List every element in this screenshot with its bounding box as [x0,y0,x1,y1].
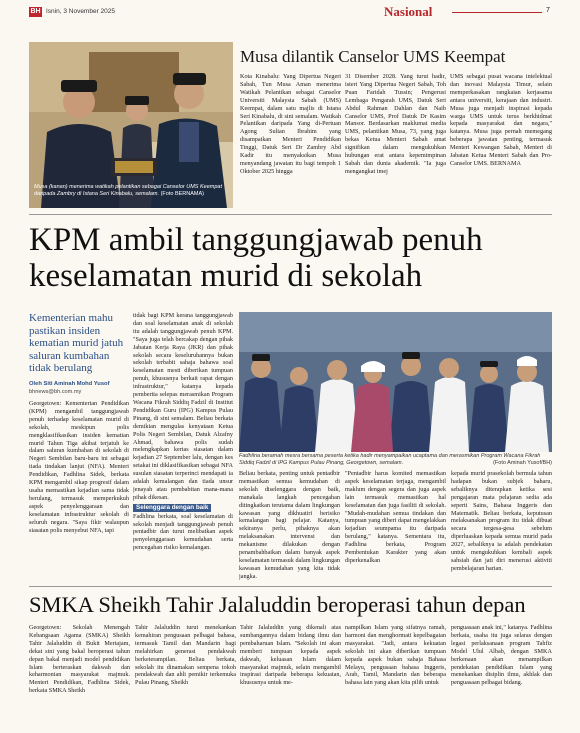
story1-headline: Musa dilantik Canselor UMS Keempat [240,47,506,66]
story2-photo-credit: (Foto Aminah Yusof/BH) [493,460,552,466]
story1-col1-text: Kota Kinabalu: Yang Dipertua Negeri Sabah, Tun Musa Aman menerima Watikah Pelantikan sebagai Canselor Universiti Malaysia Sabah (UMS) Keempat, dalam satu majlis di Istana Seri Kinabalu, di sini semalam. Watikah Pelantikan daripada Yang di-Pertuan Agong Sultan Ibrahim yang disampaikan Menteri Pendidikan Tinggi, Datuk Seri Dr Zambry Abd Kadir itu menyaksikan Musa menyandang jawatan itu bagi tempoh 1 Oktober 2025 hingga [240,73,341,175]
story3-col2-text: Tahir Jalaluddin turut menekankan kemahiran pengusaan pelbagai bahasa, termasuk Tamil dan Mandarin bagi melahirkan generasi pendakwah berketerampilan. Beliau berkata, sekolah itu dinamakan sempena tokoh pendakwah dan ahli pemikir terkemuka Pulau Pinang, Sheikh [135,624,236,687]
story2-col3-text: Beliau berkata, penting untuk pentadbir memastikan semua kemudahan di sekolah diselenggara dengan baik, manakala langkah pencegahan ditingkatkan terutama dalam lingkungan kawasan yang dikhuatiri berisiko kemalangan bagi pelajar. Katanya, sekiranya perlu, pihaknya akan melaksanakan intervensi dan mekanisme dilakukan dengan penambahbaikan dalam banyak aspek keselamatan termasuk dalam lingkungan kawasan kemudahan yang kita tidak jangka. [239,470,340,580]
story3-col4-text: nampilkan Islam yang sifatnya ramah, harmoni dan menghormati kepelbagaian masyarakat. "Jadi, antara kekuatan sekolah ini akan diberikan tumpuan kepada aspek bukan sahaja Bahasa Melayu, pengusaan bahasa Inggeris, Arab, Tamil, Mandarin dan beberapa bahasa lain yang akan kita pilih untuk [345,624,446,687]
story3-column-2 [135,624,236,728]
story3-column-3 [240,624,341,728]
story3-headline: SMKA Sheikh Tahir Jalaluddin beroperasi tahun depan [29,592,526,617]
story1-photo-credit: (Foto BERNAMA) [160,191,204,197]
story1-column-1 [240,73,341,209]
story2-caption [239,453,552,467]
section-rule [452,12,542,13]
story2-headline: KPM ambil tanggungjawab penuh keselamatan murid di sekolah [29,222,483,294]
story1-column-2 [345,73,446,209]
story2-col1-text: Georgetown: Kementerian Pendidikan (KPM) mengambil tanggungjawab penuh terhadap keselamatan murid di sekolah, meskipun polis mengklasifikasikan insiden kematian murid Tahun Tiga akibat terjatuh ke dalam saluran kumbahan di sekolah di Negeri Sembilan baru-baru ini sebagai tiada tindakan lanjut (NFA). Menteri Pendidikan, Fadhlina Sidek, berkata KPM mengambil sikap progresif dalam usaha memastikan kejadian sama tidak berulang, termasuk memperkukuh aspek penyelenggaraan dan keselamatan infrastruktur sekolah di seluruh negara. "Saya fikir walaupun siasatan polis menyebut NFA, tapi [29,400,129,534]
divider-2 [29,586,552,587]
section-label: Nasional [384,4,433,19]
crowd-photo-illustration [239,312,552,452]
story3-col1-text: Georgetown: Sekolah Menengah Kebangsaan Agama (SMKA) Sheikh Tahir Jalaluddin di Bukit Mertajam, dekat sini yang bakal beroperasi tahun depan bakal menjadi model pendidikan Islam berteraskan dakwah dan keharmonian masyarakat majmuk. Menteri Pendidikan, Fadhlina Sidek, berkata SMKA Sheikh [29,624,130,695]
story2-column-2 [133,312,233,580]
story2-col5-text: kepada murid prasekolah bermula tahun hadapan bukan subjek baharu, sebaliknya diterapkan ketika sesi pengajaran mata pelajaran sedia ada seperti Sains, Bahasa Inggeris dan Matematik. Beliau berkata, keputusan melaksanakan program itu tidak dibuat secara tergesa-gesa sebelum diperluaskan kepada semua murid pada 2027, sebaliknya ia adalah pendekatan untuk mengukuhkan kembali aspek sahsiah dan jati diri menerusi aktiviti pembelajaran harian. [451,470,552,572]
story2-deck: Kementerian mahu pastikan insiden kematian murid jatuh saluran kumbahan tidak berulang [29,312,124,374]
divider-1 [29,214,552,215]
story2-email: bhnews@bh.com.my [29,389,82,395]
story2-byline: Oleh Siti Aminah Mohd Yusof [29,381,110,387]
story2-column-5 [451,470,552,580]
story2-column-1 [29,400,129,580]
story2-col2b-text: Fadhlina berkata, soal keselamatan di sekolah menjadi tanggungjawab penuh pentadbir dan turut melibatkan aspek penyelenggaraan kemudahan serta pencegahan risiko kemalangan. [133,512,233,552]
story3-col5-text: penguasaan anak ini," katanya. Fadhlina berkata, usaha itu juga selaras dengan legasi perlaksanaan program Tahfiz Model Ulul Albab, dengan SMKA berkenaan akan menampilkan pendekatan pendidikan Islam yang menekankan disiplin ilmu, akhlak dan penguasaan pelbagai bidang. [451,624,552,687]
issue-date: Isnin, 3 November 2025 [46,8,116,15]
story1-column-3 [450,73,552,209]
story1-col2-text: 31 Disember 2028. Yang turut hadir, isteri Yang Dipertua Negeri Sabah, Toh Puan Faridah Tussin; Pengerusi Lembaga Pengarah UMS, Datuk Seri Abdul Rahman Dahlan dan Naib Canselor UMS, Prof Datuk Dr Kasim Mansor. Berdasarkan maklumat media UMS, pelantikan Musa, 73, yang juga bekas Ketua Menteri Sabah amat signifikan dalam mengukuhkan hubungan erat antara kepemimpinan Sabah dan dunia akademik. "Ia juga mengangkat imej [345,73,446,175]
story2-photo [239,312,552,452]
story2-caption-text: Fadhlina beramah mesra bersama peserta ketika hadir menyampaikan ucaptama dan merasmikan Program Wacana Fikrah Siddiq Fadzil di IPG Kampus Pulau Pinang, Georgetown, semalam. [239,453,541,466]
page-number: 7 [546,7,550,14]
story1-col3-text: UMS sebagai pusat wacana intelektual dan inovasi Malaysia Timur, selain memperkasakan rangkaian kerjasama antara universiti, kerajaan dan industri. Musa juga menjadi inspirasi kepada warga UMS untuk terus berkhidmat kepada masyarakat dan negara," katanya. Musa juga pernah memegang beberapa jawatan penting, termasuk Menteri Kewangan Sabah, Menteri di Jabatan Ketua Menteri Sabah dan Pro-Canselor UMS. BERNAMA [450,73,552,167]
story2-subhead: Selenggara dengan baik [133,504,211,512]
story3-col3-text: Tahir Jalaluddin yang dikenali atas sumbangannya dalam bidang ilmu dan pembaharuan Islam. "Sekolah ini akan memberi tumpuan kepada aspek dakwah, keluasan Islam dalam masyarakat majmuk, selain mengambil inspirasi daripada beberapa kekuatan, khususnya untuk me- [240,624,341,687]
story3-column-1 [29,624,130,728]
story2-col4-text: "Pentadbir harus komited memastikan aspek keselamatan terjaga, mengambil maklum dengan segera dan juga aspek lain termasuk memastikan hal keselamatan dan juga fasiliti di sekolah. "Mudah-mudahan semua tindakan dan tumpuan yang diberi dapat mengelakkan kejadian seumpama itu daripada berulang," katanya. Sementara itu, Fadhlina berkata, Program Pembentukan Karakter yang akan diperkenalkan [345,470,446,564]
story2-column-3 [239,470,340,580]
story3-column-4 [345,624,446,728]
publication-logo: BH [30,8,41,15]
story2-col2a-text: tidak bagi KPM kerana tanggungjawab dan soal keselamatan anak di sekolah itu adalah tanggungjawab penuh KPM. "Saya juga telah bercakap dengan pihak Jabatan Kerja Raya (JKR) dan pihak sekolah secara keseluruhannya bukan sekolah terbabit sahaja bahawa soal keselamatan mesti diberikan tumpuan penuh, khususnya berkait rapat dengan infrastruktur," katanya kepada pemberita selepas merasmikan Program Wacana Fikrah Siddiq Fadzil di Institut Pendidikan Guru (IPG) Kampus Pulau Pinang, di sini semalam. Beliau berkata demikian mengulas kenyataan Ketua Polis Negeri Sembilan, Datuk Alzafny Ahmad, bahawa polis sudah melengkapkan kertas siasatan dalam kejadian 27 September lalu, dengan kes setakat ini diklasifikasikan sebagai NFA susulan siasatan terperinci mendapati ia adalah kemalangan dan tiada unsur jenayah atau pembabitan mana-mana pihak dikesan. [133,312,233,501]
story1-caption-text: Musa (kanan) menerima watikah pelantikan sebagai Canselor UMS Keempat daripada Zambry di Istana Seri Kinabalu, semalam. [34,184,223,197]
story3-column-5 [451,624,552,728]
story1-caption [34,184,224,198]
story2-column-4 [345,470,446,580]
